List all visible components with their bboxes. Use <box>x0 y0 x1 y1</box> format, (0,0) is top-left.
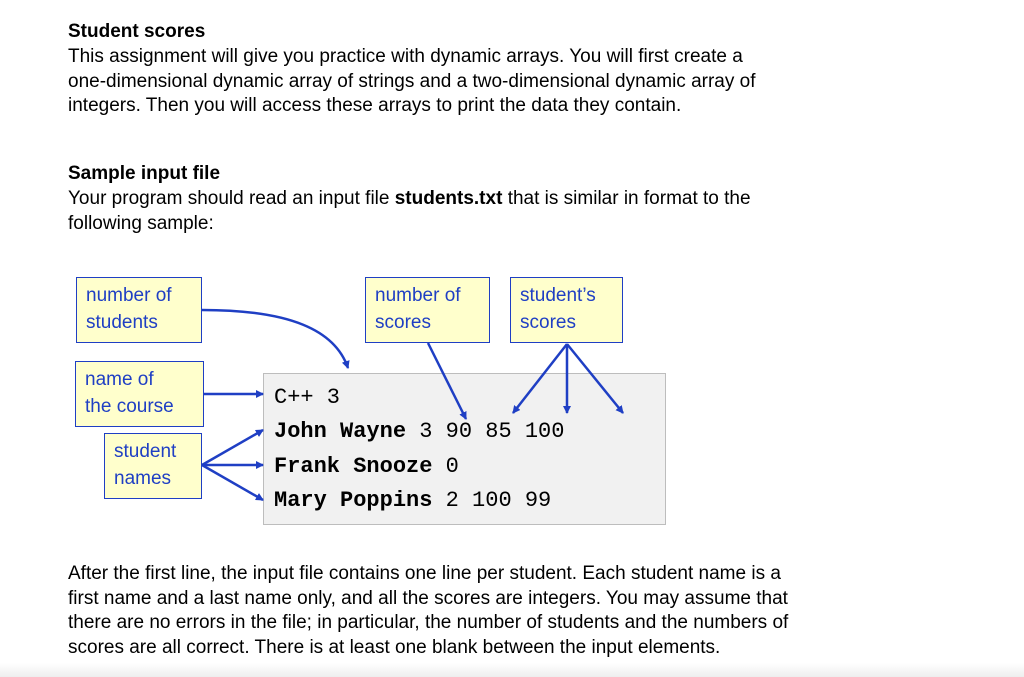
filename: students.txt <box>394 188 503 209</box>
intro-paragraph <box>68 45 968 119</box>
explanation-line: After the first line, the input file contains one line per student. Each student name is a <box>68 563 781 584</box>
label-line: students <box>86 312 158 333</box>
explanation-line: scores are all correct. There is at least one blank between the input elements. <box>68 636 721 658</box>
label-number-of-students <box>76 277 202 343</box>
label-line: student’s <box>520 285 596 306</box>
student-line <box>274 454 459 480</box>
arrow-name-3 <box>202 465 263 500</box>
title-student-scores: Student scores <box>68 21 206 42</box>
student-line <box>274 488 551 514</box>
arrow-name-1 <box>202 430 263 465</box>
student-name: Mary Poppins <box>274 488 433 513</box>
student-scores: 0 <box>432 454 459 479</box>
label-line: student <box>114 441 177 462</box>
student-scores: 3 90 85 100 <box>406 419 565 444</box>
label-line: the course <box>85 396 174 417</box>
sample-file-box <box>263 373 666 525</box>
label-name-of-course <box>75 361 204 427</box>
course-line: C++ 3 <box>274 385 341 410</box>
label-student-names <box>104 433 202 499</box>
label-students-scores <box>510 277 623 343</box>
sample-intro-paragraph <box>68 187 968 236</box>
label-line: names <box>114 468 172 489</box>
intro-line: This assignment will give you practice with dynamic arrays. You will first create a <box>68 46 743 67</box>
explanation-line: first name and a last name only, and all the scores are integers. You may assume that <box>68 587 788 609</box>
sample-intro-text: Your program should read an input file <box>68 188 395 209</box>
student-line <box>274 419 564 445</box>
label-line: scores <box>520 312 576 333</box>
student-name: Frank Snooze <box>274 454 433 479</box>
arrow-number-of-students <box>202 310 348 368</box>
intro-line: integers. Then you will access these arrays to print the data they contain. <box>68 95 682 116</box>
student-scores: 2 100 99 <box>432 488 552 513</box>
sample-intro-line: following sample: <box>68 212 214 234</box>
label-number-of-scores <box>365 277 490 343</box>
title-sample-input-file: Sample input file <box>68 163 221 184</box>
label-line: scores <box>375 312 431 333</box>
label-line: name of <box>85 369 154 390</box>
student-name: John Wayne <box>274 419 407 444</box>
explanation-line: there are no errors in the file; in particular, the number of students and the numbers of <box>68 612 789 633</box>
intro-line: one-dimensional dynamic array of strings and a two-dimensional dynamic array of <box>68 70 756 92</box>
sample-intro-text: that is similar in format to the <box>502 188 751 209</box>
bottom-fade <box>0 663 1024 677</box>
label-line: number of <box>375 285 461 306</box>
explanation-paragraph <box>68 562 968 660</box>
sample-intro-line <box>68 187 968 212</box>
label-line: number of <box>86 285 172 306</box>
